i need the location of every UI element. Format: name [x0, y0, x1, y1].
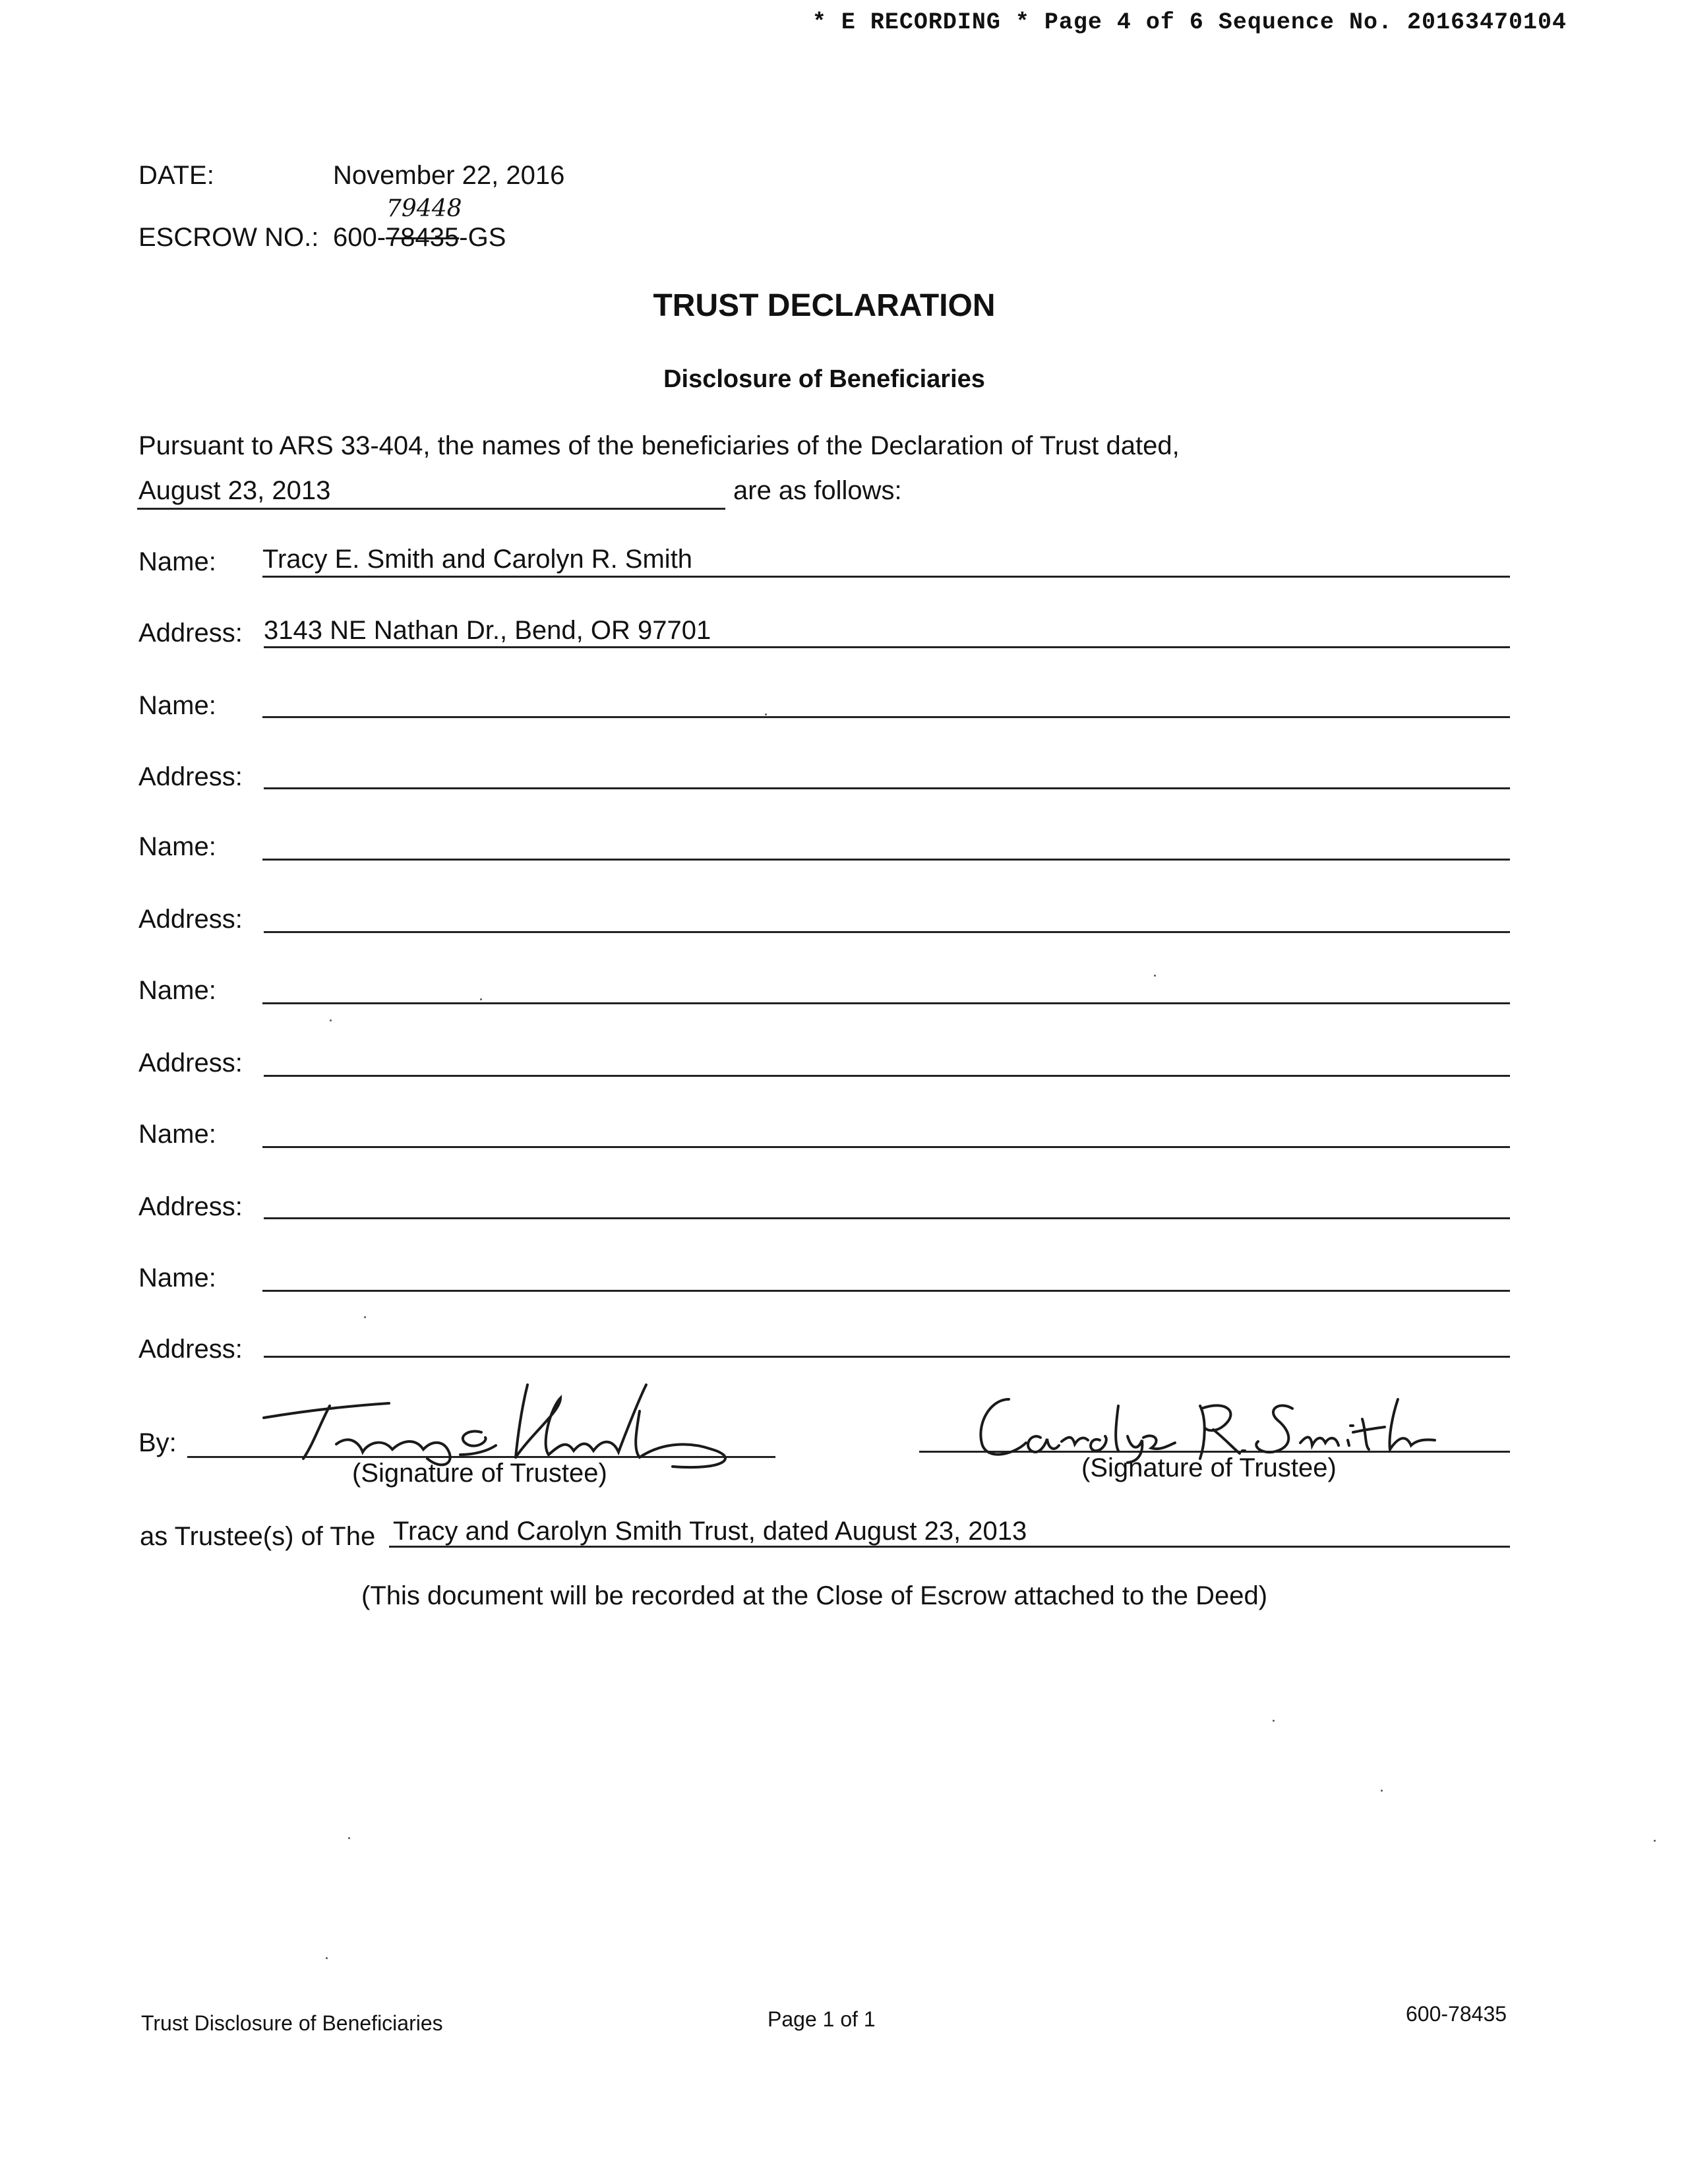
trust-date-line — [137, 508, 725, 510]
scan-speck — [1654, 1840, 1656, 1842]
address-label: Address: — [138, 1048, 243, 1077]
name-label: Name: — [138, 547, 216, 576]
intro-sentence: Pursuant to ARS 33-404, the names of the beneficiaries of the Declaration of Trust dated, — [138, 431, 1180, 460]
right-signature-caption: (Signature of Trustee) — [1081, 1453, 1337, 1482]
escrow-number — [333, 223, 506, 253]
scan-speck — [1381, 1790, 1383, 1792]
escrow-handwritten-correction: 79448 — [386, 195, 462, 222]
name-label: Name: — [138, 691, 216, 720]
scan-speck — [1273, 1720, 1275, 1722]
name-label: Name: — [138, 832, 216, 861]
address-line — [264, 931, 1510, 933]
scan-speck — [348, 1837, 350, 1839]
intro-trust-date: August 23, 2013 — [138, 476, 331, 505]
address-value: 3143 NE Nathan Dr., Bend, OR 97701 — [264, 616, 711, 645]
address-line — [264, 1356, 1510, 1358]
name-line — [262, 1146, 1510, 1148]
recording-note: (This document will be recorded at the Close of Escrow attached to the Deed) — [361, 1581, 1268, 1610]
left-trustee-signature — [251, 1372, 752, 1471]
left-signature-caption: (Signature of Trustee) — [352, 1459, 607, 1488]
name-line — [262, 716, 1510, 718]
trustee-of-value: Tracy and Carolyn Smith Trust, dated August 23, 2013 — [393, 1517, 1027, 1546]
footer-document-name: Trust Disclosure of Beneficiaries — [141, 2011, 443, 2035]
address-line — [264, 1075, 1510, 1077]
trustee-of-line — [389, 1546, 1510, 1548]
name-label: Name: — [138, 1263, 216, 1292]
recording-header-stamp: * E RECORDING * Page 4 of 6 Sequence No. 20163470104 — [812, 9, 1567, 36]
date-value: November 22, 2016 — [333, 161, 565, 190]
date-label: DATE: — [138, 161, 214, 190]
name-value: Tracy E. Smith and Carolyn R. Smith — [262, 545, 693, 574]
address-line — [264, 787, 1510, 789]
right-trustee-signature — [963, 1380, 1464, 1465]
address-line — [264, 1217, 1510, 1219]
address-line — [264, 646, 1510, 648]
escrow-struck-number: 78435 — [386, 223, 460, 252]
address-label: Address: — [138, 762, 243, 791]
address-label: Address: — [138, 1192, 243, 1221]
name-line — [262, 859, 1510, 861]
name-line — [262, 1002, 1510, 1004]
scan-speck — [330, 1019, 332, 1021]
intro-trailing: are as follows: — [733, 476, 902, 505]
name-label: Name: — [138, 976, 216, 1005]
address-label: Address: — [138, 619, 243, 648]
escrow-label: ESCROW NO.: — [138, 223, 319, 252]
address-label: Address: — [138, 905, 243, 934]
scan-speck — [480, 998, 482, 1000]
name-line — [262, 1290, 1510, 1292]
document-subtitle: Disclosure of Beneficiaries — [663, 365, 985, 393]
by-label: By: — [138, 1428, 177, 1457]
name-line — [262, 576, 1510, 578]
name-label: Name: — [138, 1120, 216, 1149]
escrow-prefix: 600- — [333, 223, 386, 252]
scan-speck — [1154, 975, 1156, 977]
scan-speck — [364, 1316, 366, 1318]
scan-speck — [326, 1957, 328, 1959]
document-title: TRUST DECLARATION — [653, 288, 996, 323]
escrow-suffix: -GS — [459, 223, 506, 252]
address-label: Address: — [138, 1335, 243, 1364]
trustee-of-label: as Trustee(s) of The — [140, 1522, 376, 1551]
footer-page-number: Page 1 of 1 — [768, 2007, 876, 2031]
footer-escrow-number: 600-78435 — [1406, 2002, 1507, 2026]
scan-speck — [765, 713, 767, 715]
